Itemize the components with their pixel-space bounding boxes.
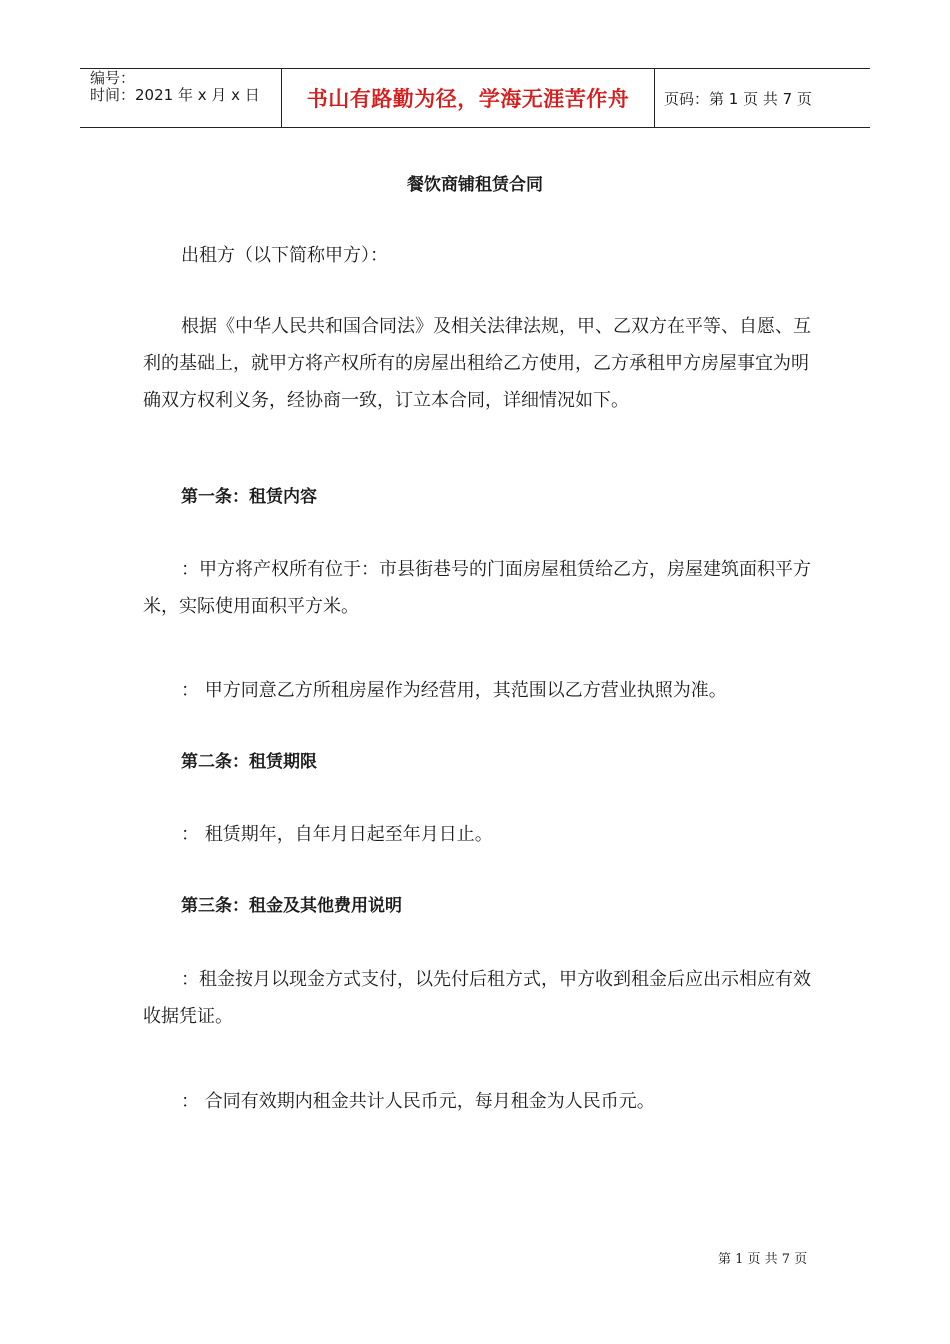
page-header [80, 68, 870, 128]
article-3-heading: 第三条：租金及其他费用说明 [181, 896, 402, 916]
article-1-clause-1: ：甲方将产权所有位于：市县街巷号的门面房屋租赁给乙方，房屋建筑面积平方米，实际使用面积平方米。 [143, 559, 811, 617]
header-page-info-cell [655, 69, 870, 127]
header-meta [80, 69, 282, 127]
article-3-clause-1: ：租金按月以现金方式支付，以先付后租方式，甲方收到租金后应出示相应有效收据凭证。 [143, 969, 811, 1027]
serial-number-label: 编号： [90, 69, 136, 87]
article-1-clause-2: ： 甲方同意乙方所租房屋作为经营用，其范围以乙方营业执照为准。 [181, 680, 727, 701]
article-2-heading: 第二条：租赁期限 [181, 752, 317, 772]
page-footer: 第 1 页 共 7 页 [718, 1252, 808, 1267]
document-title: 餐饮商铺租赁合同 [407, 175, 543, 195]
article-1-heading: 第一条：租赁内容 [181, 487, 317, 507]
article-3-clause-2: ： 合同有效期内租金共计人民币元，每月租金为人民币元。 [181, 1091, 655, 1112]
article-2-clause-1: ： 租赁期年，自年月日起至年月日止。 [181, 824, 493, 845]
preamble-paragraph: 根据《中华人民共和国合同法》及相关法律法规，甲、乙双方在平等、自愿、互利的基础上，就甲方将产权所有的房屋出租给乙方使用，乙方承租甲方房屋事宜为明确双方权利义务，经协商一致，订立本合同，详细情况如下。 [143, 316, 811, 411]
header-motto-cell [282, 69, 655, 127]
date-label: 时间：2021 年 x 月 x 日 [90, 86, 260, 104]
header-page-info: 页码：第 1 页 共 7 页 [664, 89, 812, 108]
lessor-line: 出租方（以下简称甲方）： [181, 245, 388, 266]
header-motto: 书山有路勤为径，学海无涯苦作舟 [306, 86, 630, 111]
